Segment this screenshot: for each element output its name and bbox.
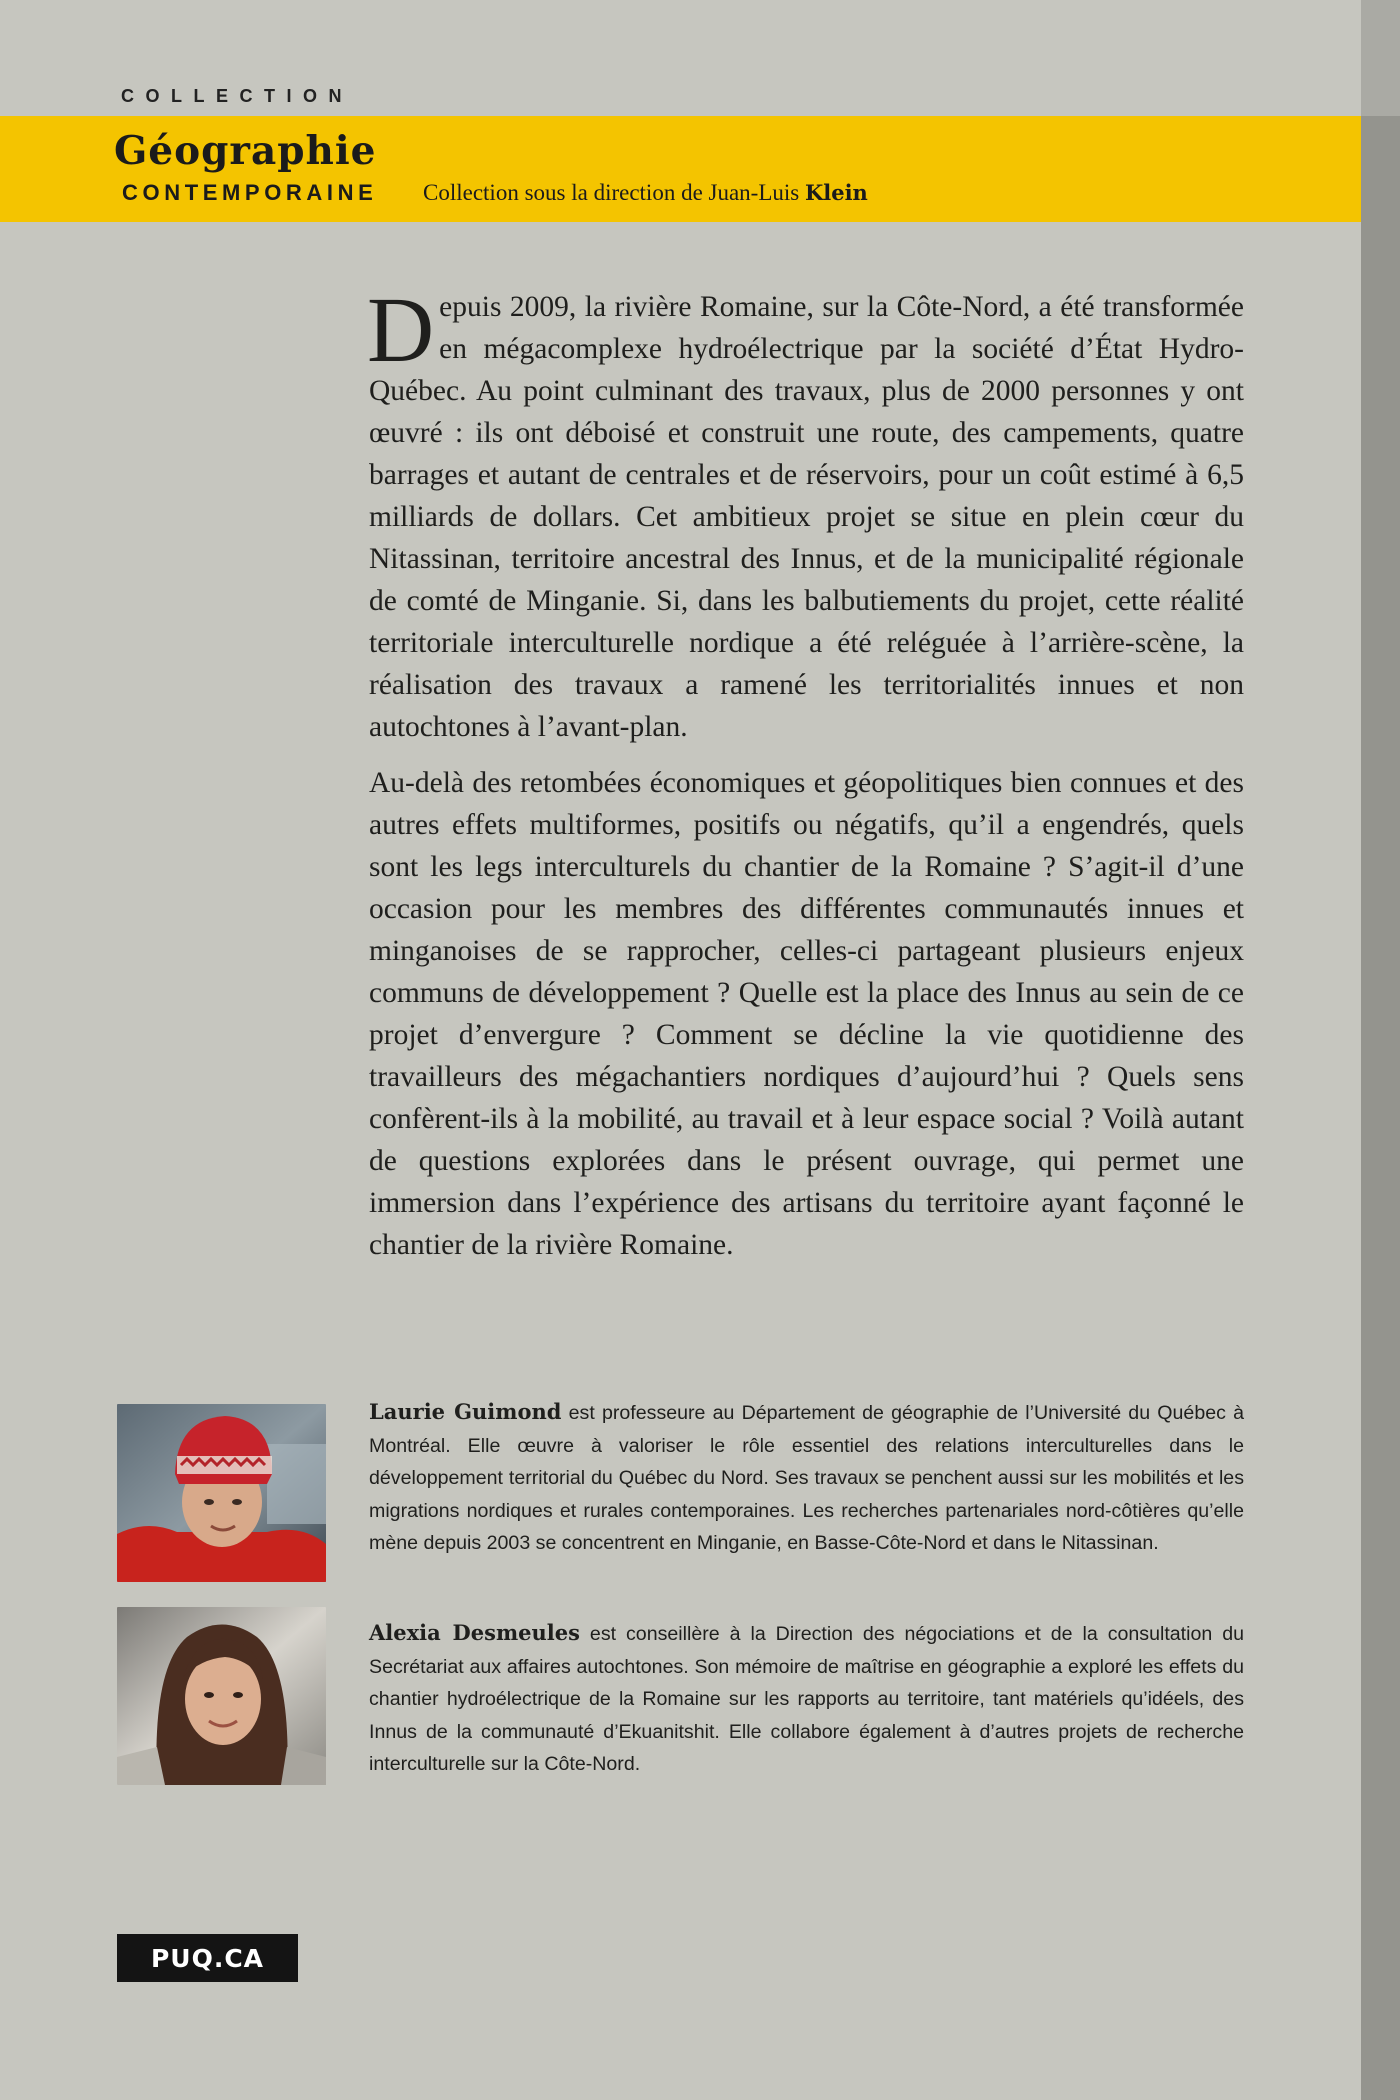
author-photo-alexia-desmeules: [117, 1607, 326, 1785]
spine-edge-top: [1361, 0, 1400, 116]
collection-direction: [423, 180, 868, 206]
author-bio-alexia-desmeules: [369, 1617, 1244, 1781]
book-summary: [367, 279, 1244, 1266]
publisher-site-badge: [117, 1934, 298, 1982]
author-name: Laurie Guimond: [369, 1399, 562, 1424]
author-bio-laurie-guimond: [369, 1396, 1244, 1560]
summary-paragraph-1-text: epuis 2009, la rivière Romaine, sur la Côte-Nord, a été transformée en mégacomplexe hydroélectrique par la société d’État Hydro-Québec. Au point culminant des travaux, plus de 2000 personnes y ont œuvré : ils ont déboisé et construit une route, des campements, quatre barrages et autant de centrales et de réservoirs, pour un coût estimé à 6,5 milliards de dollars. Cet ambitieux projet se situe en plein cœur du Nitassinan, territoire ancestral des Innus, et de la municipalité régionale de comté de Minganie. Si, dans les balbutiements du projet, cette réalité territoriale interculturelle nordique a été reléguée à l’arrière-scène, la réalisation des travaux a ramené les territorialités innues et non autochtones à l’avant-plan.: [369, 291, 1244, 743]
direction-prefix: Collection sous la direction de Juan-Luis: [423, 180, 800, 205]
drop-cap: D: [367, 279, 435, 382]
summary-paragraph-1: [367, 279, 1244, 748]
publisher-site: PUQ.CA: [150, 1943, 265, 1973]
author-photo-laurie-guimond: [117, 1404, 326, 1582]
spine-edge: [1361, 0, 1400, 2100]
collection-title: Géographie: [114, 128, 377, 174]
collection-subtitle: CONTEMPORAINE: [122, 180, 378, 205]
author-name: Alexia Desmeules: [369, 1620, 580, 1645]
collection-label: COLLECTION: [121, 86, 353, 106]
author-bio-text: est professeure au Département de géographie de l’Université du Québec à Montréal. Elle œuvre à valoriser le rôle essentiel des relations interculturelles dans le développement territorial du Québec du Nord. Ses travaux se penchent aussi sur les mobilités et les migrations nordiques et rurales contemporaines. Les recherches partenariales nord-côtières qu’elle mène depuis 2003 se concentrent en Minganie, en Basse-Côte-Nord et dans le Nitassinan.: [369, 1402, 1245, 1554]
summary-paragraph-2: Au-delà des retombées économiques et géopolitiques bien connues et des autres effets multiformes, positifs ou négatifs, qu’il a engendrés, quels sont les legs interculturels du chantier de la Romaine ? S’agit-il d’une occasion pour les membres des différentes communautés innues et minganoises de se rapprocher, celles-ci partageant plusieurs enjeux communs de développement ? Quelle est la place des Innus au sein de ce projet d’envergure ? Comment se décline la vie quotidienne des travailleurs des mégachantiers nordiques d’aujourd’hui ? Quels sens confèrent-ils à la mobilité, au travail et à leur espace social ? Voilà autant de questions explorées dans le présent ouvrage, qui permet une immersion dans l’expérience des artisans du territoire ayant façonné le chantier de la rivière Romaine.: [369, 767, 1244, 1261]
author-bio-text: est conseillère à la Direction des négociations et de la consultation du Secrétariat aux affaires autochtones. Son mémoire de maîtrise en géographie a exploré les effets du chantier hydroélectrique de la Romaine sur les rapports au territoire, tant matériels qu’idéels, des Innus de la communauté d’Ekuanitshit. Elle collabore également à d’autres projets de recherche interculturelle sur la Côte-Nord.: [369, 1623, 1245, 1775]
director-surname: Klein: [804, 180, 868, 205]
